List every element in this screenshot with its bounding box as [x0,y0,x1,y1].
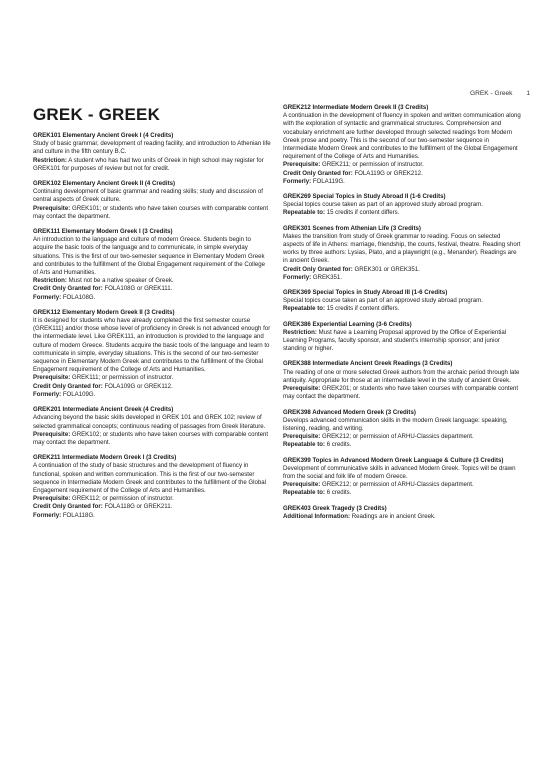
course-meta [33,294,271,302]
right-column [283,104,521,528]
meta-value: 15 credits if content differs. [326,209,400,217]
meta-value: GREK212; or permission of ARHU-Classics department. [321,433,474,441]
meta-label: Formerly: [33,511,62,519]
meta-label: Repeatable to: [283,441,325,449]
course-entry [283,457,521,498]
course-description: Continuing development of basic grammar and reading skills; study and discussion of central aspects of Greek culture. [33,188,263,204]
meta-label: Formerly: [33,390,62,398]
course-entry [283,104,521,186]
course-description: Advancing beyond the basic skills developed in GREK 101 and GREK 102; review of selected grammatical concepts; continuous reading of passages from Greek literature. [33,414,266,430]
meta-value: GREK351. [312,273,342,281]
course-meta [283,266,521,274]
left-course-list [33,132,271,520]
meta-value: 15 credits if content differs. [326,305,400,313]
course-entry [33,228,271,302]
meta-value: GREK212; or permission of ARHU-Classics department. [321,481,474,489]
course-entry [283,193,521,218]
course-meta [33,157,271,173]
course-description: Makes the transition from study of Greek grammar to reading. Focus on selected aspects of life in Athens: marriage, friendship, the courts, festival, theatre. Reading short works by three authors: Lysias, Plato, and a playwright (e.g., Menander). Readings are in ancient Greek. [283,232,521,265]
course-entry [33,454,271,520]
page-number: 1 [526,90,530,97]
meta-value: GREK101; or students who have taken courses with comparable content may contact the department. [33,204,269,220]
meta-label: Prerequisite: [33,430,71,438]
course-title: GREK388 Intermediate Ancient Greek Readings (3 Credits) [283,360,453,368]
course-description: Develops advanced communication skills in the modern Greek language: speaking, listening, reading, and writing. [283,416,508,432]
meta-label: Prerequisite: [33,374,71,382]
meta-value: A student who has had two units of Greek in high school may register for GREK101 for purposes of review but not for credit. [33,156,264,172]
meta-label: Prerequisite: [33,495,71,503]
meta-value: GREK211; or permission of instructor. [321,161,424,169]
course-description: A continuation in the development of fluency in spoken and written communication along with the exploration of syntactic and grammatical structures. Comprehension and vocabulary enrichment are further developed through selected readings from Modern Greek prose and poetry. This is the second of our two-semester sequence in Intermediate Modern Greek and contributes to the fulfillment of the Global Engagement requirement of the College of Arts and Humanities. [283,112,521,161]
course-title: GREK211 Intermediate Modern Greek I (3 Credits) [33,454,177,462]
meta-label: Repeatable to: [283,209,325,217]
course-description: Study of basic grammar, development of reading facility, and introduction to Athenian life and culture in the fifth century B.C. [33,140,271,156]
meta-value: FOLA108G or GREK111. [104,285,173,293]
course-meta [283,305,521,313]
course-entry [33,180,271,221]
meta-value: FOLA119G or GREK212. [354,169,423,177]
course-entry [283,409,521,450]
course-meta [283,178,521,186]
course-title: GREK369 Special Topics in Study Abroad III (1-6 Credits) [283,289,448,297]
course-meta [33,503,271,511]
course-description: It is designed for students who have already completed the first semester course (GREK111) and/or those whose level of proficiency in Greek is not advanced enough for the intermediate level. Like GREK111, an introduction is provided to the language and culture of modern Greece. Students acquire the basic tools of the language and learn to communicate in simple, everyday situations. This is the second of our two-semester sequence in Elementary Modern Greek and contributes to the fulfillment of the Global Engagement requirement of the College of Arts and Humanities. [33,317,271,374]
meta-value: GREK111; or permission of instructor. [71,374,174,382]
meta-value: FOLA109G or GREK112. [104,382,173,390]
course-meta [283,441,521,449]
course-entry [33,406,271,447]
meta-label: Prerequisite: [33,204,71,212]
course-description: Special topics course taken as part of an approved study abroad program. [283,297,483,305]
course-title: GREK212 Intermediate Modern Greek II (3 Credits) [283,104,429,111]
meta-value: GREK201; or students who have taken courses with comparable content may contact the department. [283,385,519,401]
meta-value: FOLA109G. [62,390,96,398]
course-meta [33,205,271,221]
course-title: GREK101 Elementary Ancient Greek I (4 Credits) [33,132,174,139]
meta-label: Restriction: [283,328,317,336]
meta-label: Repeatable to: [283,305,325,313]
course-description: Development of communicative skills in advanced Modern Greek. Topics will be drawn from the social and folk life of modern Greece. [283,464,516,480]
course-title: GREK403 Greek Tragedy (3 Credits) [283,504,387,512]
meta-value: GREK102; or students who have taken courses with comparable content may contact the department. [33,430,269,446]
meta-value: 6 credits. [326,441,352,449]
course-meta [283,481,521,489]
meta-value: GREK301 or GREK351. [354,265,420,273]
page-title: GREK - GREEK [33,105,161,124]
course-meta [283,433,521,441]
course-meta [283,329,521,354]
course-meta [33,383,271,391]
course-meta [33,374,271,382]
course-title: GREK399 Topics in Advanced Modern Greek Language & Culture (3 Credits) [283,456,504,464]
course-entry [283,505,521,521]
course-meta [33,277,271,285]
meta-label: Credit Only Granted for: [33,285,103,293]
course-meta [283,170,521,178]
meta-value: Must not be a native speaker of Greek. [68,277,174,285]
meta-label: Credit Only Granted for: [283,265,353,273]
meta-label: Formerly: [33,293,62,301]
course-title: GREK201 Intermediate Ancient Greek (4 Credits) [33,406,174,414]
course-entry [33,132,271,173]
meta-value: GREK112; or permission of instructor. [71,495,174,503]
course-meta [283,513,521,521]
course-description: An introduction to the language and culture of modern Greece. Students begin to acquire the basic tools of the language and to communicate, in simple everyday situations. This is the first of our two-semester sequence in Elementary Modern Greek and contributes to the fulfillment of the Global Engagement requirement of the College of Arts and Humanities. [33,236,266,277]
meta-value: Readings are in ancient Greek. [351,512,436,520]
meta-label: Credit Only Granted for: [283,169,353,177]
meta-label: Prerequisite: [283,385,321,393]
meta-label: Prerequisite: [283,433,321,441]
meta-label: Repeatable to: [283,489,325,497]
meta-value: FOLA108G. [62,293,96,301]
course-description: Special topics course taken as part of an approved study abroad program. [283,201,483,209]
course-meta [33,285,271,293]
left-column [33,104,271,527]
meta-label: Additional Information: [283,512,351,520]
meta-label: Credit Only Granted for: [33,503,103,511]
meta-label: Prerequisite: [283,481,321,489]
course-meta [283,161,521,169]
course-meta [283,274,521,282]
course-meta [283,489,521,497]
course-title: GREK102 Elementary Ancient Greek II (4 Credits) [33,180,176,188]
meta-value: FOLA119G. [312,177,345,185]
course-entry [283,360,521,401]
course-meta [33,512,271,520]
meta-label: Formerly: [283,273,312,281]
meta-label: Restriction: [33,156,67,164]
meta-value: FOLA118G. [62,511,95,519]
course-meta [33,495,271,503]
course-meta [33,391,271,399]
running-header [470,90,530,97]
right-course-list [283,104,521,521]
meta-label: Restriction: [33,277,67,285]
running-title: GREK - Greek [469,90,513,97]
course-entry [33,309,271,399]
meta-label: Formerly: [283,177,312,185]
course-entry [283,321,521,354]
course-meta [33,431,271,447]
course-title: GREK269 Special Topics in Study Abroad II (1-6 Credits) [283,193,446,201]
course-description: A continuation of the study of basic structures and the development of fluency in functional, spoken and written communication. This is the first of our two-semester sequence in Intermediate Modern Greek and contributes to the fulfillment of the Global Engagement requirement of the College of Arts and Humanities. [33,462,267,494]
meta-label: Prerequisite: [283,161,321,169]
course-title: GREK301 Scenes from Athenian Life (3 Credits) [283,224,421,232]
course-meta [283,209,521,217]
course-entry [283,225,521,282]
course-title: GREK386 Experiential Learning (3-6 Credits) [283,320,412,328]
course-title: GREK111 Elementary Modern Greek I (3 Credits) [33,228,173,236]
meta-value: Must have a Learning Proposal approved by the Office of Experiential Learning Programs, faculty sponsor, and student's internship sponsor; and junior standing or higher. [283,328,507,353]
meta-label: Credit Only Granted for: [33,382,103,390]
meta-value: 6 credits. [326,489,352,497]
course-entry [283,289,521,314]
course-description: The reading of one or more selected Greek authors from the archaic period through late antiquity. Appropriate for those at an intermediate level in the study of ancient Greek. [283,368,520,384]
course-title: GREK112 Elementary Modern Greek II (3 Credits) [33,308,175,316]
course-title: GREK398 Advanced Modern Greek (3 Credits) [283,408,416,416]
course-meta [283,385,521,401]
meta-value: FOLA118G or GREK211. [104,503,173,511]
